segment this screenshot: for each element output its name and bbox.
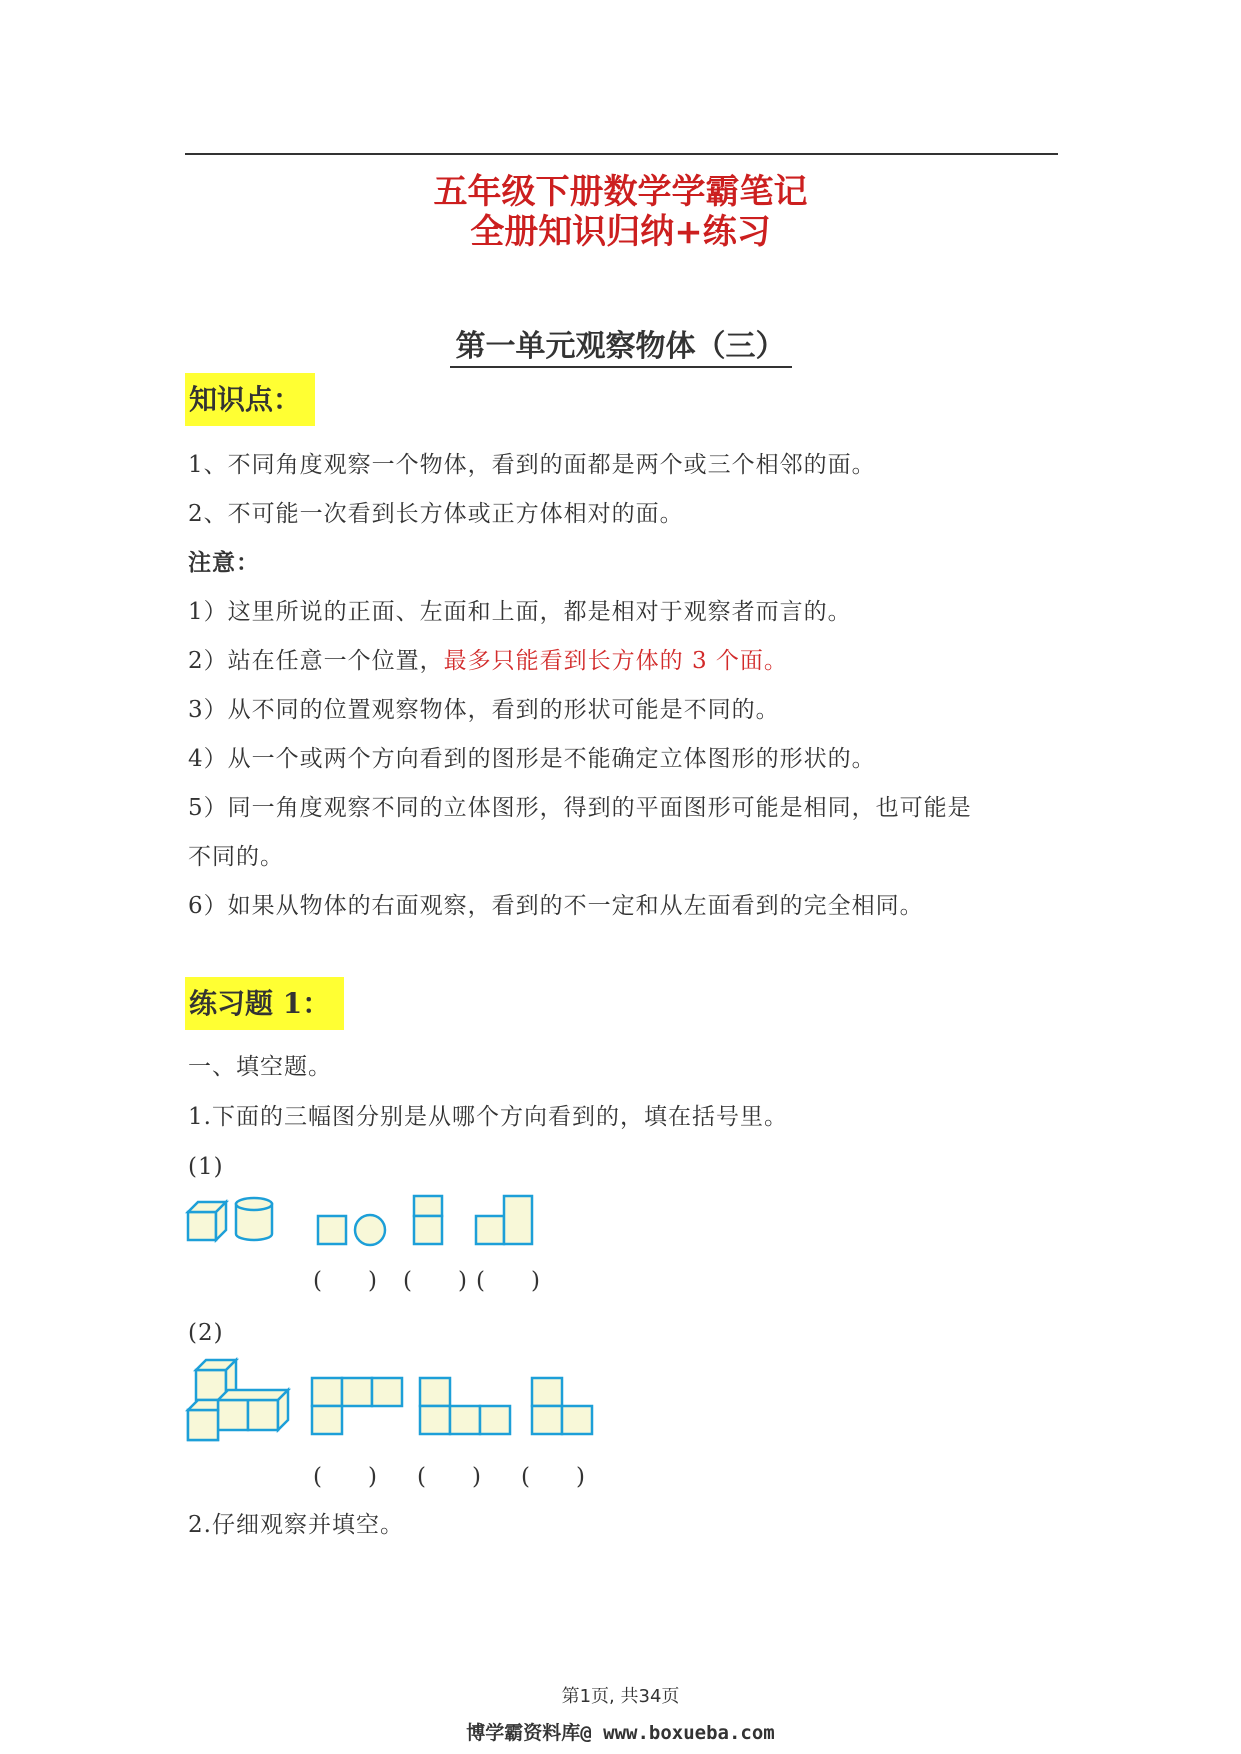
doc-title-line1: 五年级下册数学学霸笔记 — [433, 172, 808, 212]
note-2-text: 2）站在任意一个位置， — [188, 648, 444, 674]
view-c — [532, 1378, 592, 1434]
question-1: 1.下面的三幅图分别是从哪个方向看到的，填在括号里。 — [188, 1104, 788, 1130]
exercise-heading — [185, 982, 344, 1022]
note-4: 4）从一个或两个方向看到的图形是不能确定立体图形的形状的。 — [188, 746, 876, 772]
note-2-highlight: 最多只能看到长方体的 3 个面。 — [443, 648, 788, 674]
view-2-bottom — [414, 1216, 442, 1244]
figure-part-2 — [186, 1352, 596, 1447]
note-6: 6）如果从物体的右面观察，看到的不一定和从左面看到的完全相同。 — [188, 893, 924, 919]
answer-blank-1-2[interactable]: ( ) — [403, 1268, 467, 1294]
answer-blank-2-1[interactable]: ( ) — [313, 1464, 377, 1490]
answer-blank-1-3[interactable]: ( ) — [476, 1268, 540, 1294]
answer-blank-1-1[interactable]: ( ) — [313, 1268, 377, 1294]
question-2: 2.仔细观察并填空。 — [188, 1512, 404, 1538]
top-rule — [185, 153, 1058, 155]
view-3-square — [476, 1216, 504, 1244]
doc-title-line2: 全册知识归纳+练习 — [470, 212, 771, 252]
unit-title — [0, 321, 1241, 365]
note-2 — [188, 646, 788, 676]
view-b — [420, 1378, 510, 1434]
exercise-heading-text: 练习题 1： — [185, 977, 344, 1030]
knowledge-point-2: 2、不可能一次看到长方体或正方体相对的面。 — [188, 501, 684, 527]
answer-blank-2-3[interactable]: ( ) — [521, 1464, 585, 1490]
question-1-part-1-label: (1) — [188, 1154, 224, 1180]
note-1: 1）这里所说的正面、左面和上面，都是相对于观察者而言的。 — [188, 599, 852, 625]
page-number: 第1页, 共34页 — [561, 1686, 680, 1707]
note-heading: 注意： — [188, 549, 260, 576]
view-a — [312, 1378, 402, 1434]
note-3: 3）从不同的位置观察物体，看到的形状可能是不同的。 — [188, 697, 780, 723]
question-1-part-2-label: (2) — [188, 1320, 224, 1346]
view-1-circle — [355, 1215, 385, 1245]
figure-part-1 — [186, 1190, 546, 1250]
note-5: 5）同一角度观察不同的立体图形，得到的平面图形可能是相同，也可能是 — [188, 795, 972, 821]
section-fill-blank: 一、填空题。 — [188, 1054, 332, 1080]
cube-icon — [188, 1202, 226, 1240]
knowledge-heading-text: 知识点： — [185, 373, 315, 426]
answer-blank-2-2[interactable]: ( ) — [417, 1464, 481, 1490]
view-3-tall — [504, 1196, 532, 1244]
view-2-top — [414, 1196, 442, 1216]
site-footer: 博学霸资料库@ www.boxueba.com — [466, 1722, 775, 1744]
cube-stack-icon — [188, 1360, 288, 1440]
knowledge-heading — [185, 378, 315, 418]
view-1-square — [318, 1216, 346, 1244]
unit-title-text: 第一单元观察物体（三） — [450, 329, 792, 368]
knowledge-point-1: 1、不同角度观察一个物体，看到的面都是两个或三个相邻的面。 — [188, 452, 876, 478]
cylinder-icon — [236, 1198, 272, 1240]
note-5-continued: 不同的。 — [188, 844, 284, 870]
